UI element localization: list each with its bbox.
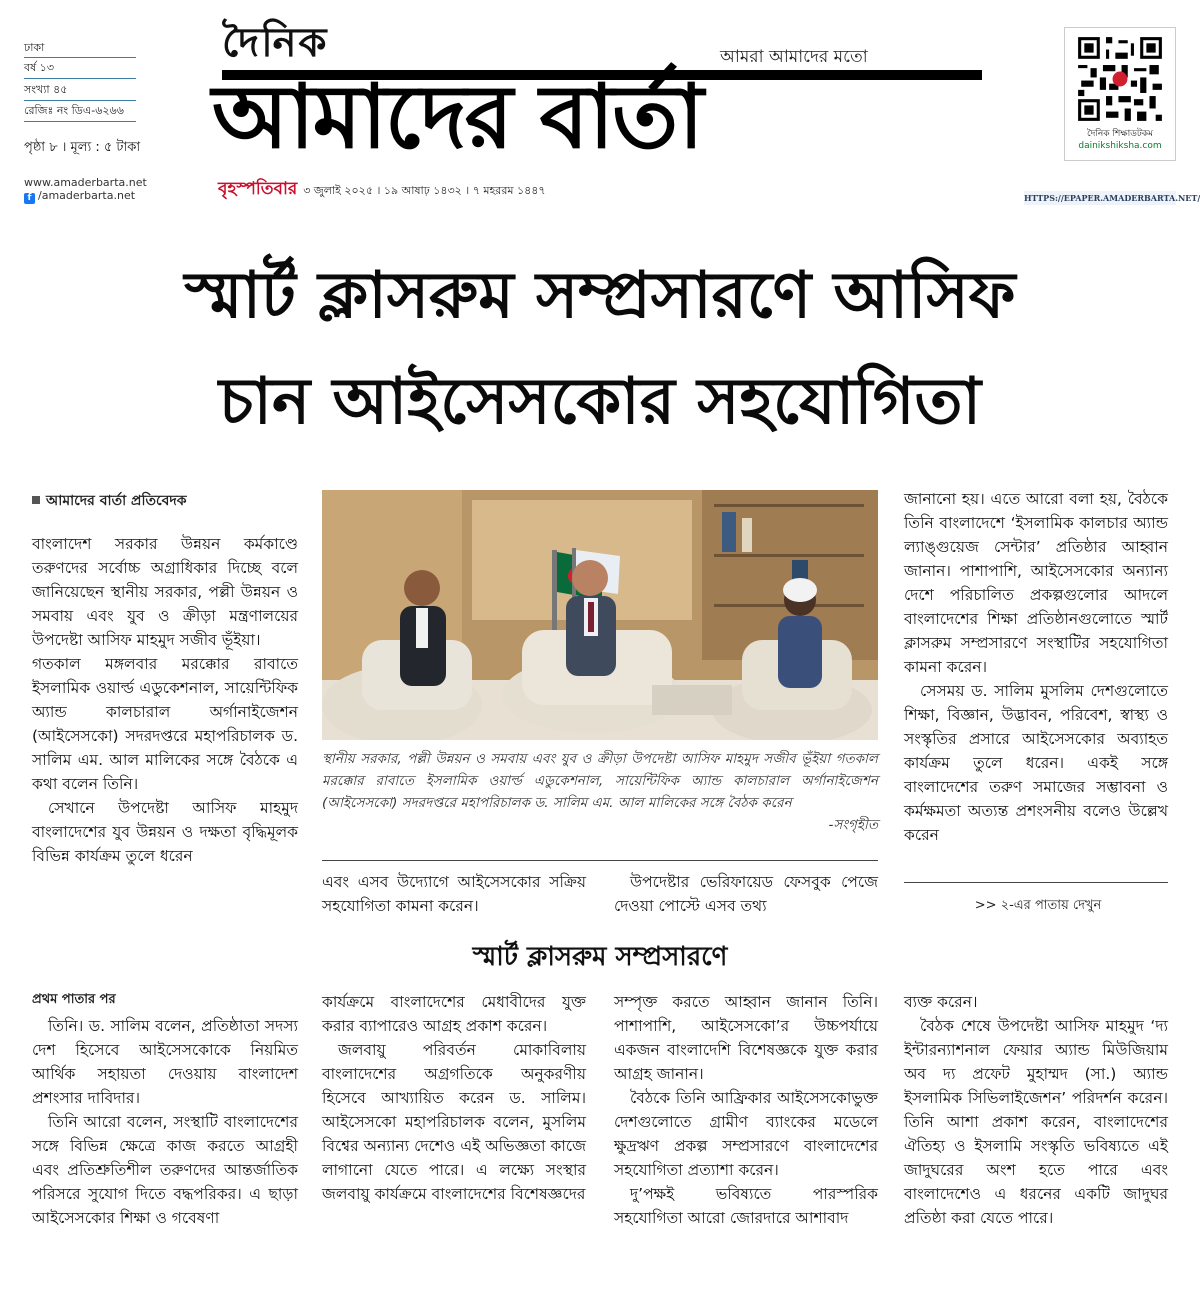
jump-link[interactable]: >> ২-এর পাতায় দেখুন (974, 898, 1102, 913)
byline-text: আমাদের বার্তা প্রতিবেদক (46, 493, 187, 509)
photo-caption-text: স্থানীয় সরকার, পল্লী উন্নয়ন ও সমবায় এবং যুব ও ক্রীড়া উপদেষ্টা আসিফ মাহমুদ সজীব ভূঁইয়া গতকাল মরক্কোর রাবাতে ইসলামিক ওয়ার্ল্ড এডুকেশনাল, সায়েন্টিফিক অ্যান্ড কালচারাল অর্গানাইজেশন (আইসেসকো) সদরদপ্তরে মহাপরিচালক ড. সালিম এম. আল মালিকের সঙ্গে বৈঠক করেন (322, 751, 878, 811)
article-column-4 (904, 487, 1168, 847)
facebook-link[interactable] (24, 189, 135, 204)
masthead-city: ঢাকা (24, 41, 45, 54)
article-paragraph: জলবায়ু পরিবর্তন মোকাবিলায় বাংলাদেশের অগ্রগতিকে অনুকরণীয় হিসেবে আখ্যায়িত করেন ড. সালিম। আইসেসকো মহাপরিচালক বলেন, মুসলিম বিশ্বের অন্যান্য দেশেও এই অভিজ্ঞতা কাজে লাগানো যেতে পারে। এ লক্ষ্যে সংস্থার জলবায়ু কার্যক্রমে বাংলাদেশের বিশেষজ্ঞদের (322, 1041, 586, 1203)
meeting-photo-icon (322, 490, 878, 740)
article-column-3 (614, 870, 878, 918)
article-column-1 (32, 532, 298, 868)
continuation-column-4 (904, 990, 1168, 1230)
article-paragraph: দু’পক্ষই ভবিষ্যতে পারস্পরিক সহযোগিতা আরো জোরদারে আশাবাদ (614, 1185, 878, 1227)
facebook-icon: f (24, 193, 35, 204)
bullet-icon (32, 496, 40, 504)
qr-url: dainikshiksha.com (1078, 141, 1162, 151)
article-paragraph: উপদেষ্টার ভেরিফায়েড ফেসবুক পেজে দেওয়া পোস্টে এসব তথ্য (614, 873, 878, 915)
article-paragraph: গতকাল মঙ্গলবার মরক্কোর রাবাতে ইসলামিক ওয়ার্ল্ড এডুকেশনাল, সায়েন্টিফিক অ্যান্ড কালচারাল অর্গানাইজেশন (আইসেসকো) সদরদপ্তরে মহাপরিচালক ড. সালিম এম. আল মালিকের সঙ্গে বৈঠকে এ কথা বলেন তিনি। (32, 655, 298, 793)
nameplate-small: দৈনিক (222, 20, 329, 66)
divider (24, 57, 136, 58)
continuation-column-2 (322, 990, 586, 1206)
article-column-2 (322, 870, 586, 918)
continuation-column-1 (32, 1014, 298, 1230)
divider (322, 860, 878, 861)
headline-line-2: চান আইসেসকোর সহযোগিতা (218, 365, 982, 439)
photo-caption (322, 748, 878, 836)
nameplate-logo: আমাদের বার্তা (212, 65, 702, 168)
continuation-column-3 (614, 990, 878, 1230)
article-paragraph: সেসময় ড. সালিম মুসলিম দেশগুলোতে শিক্ষা, বিজ্ঞান, উদ্ভাবন, পরিবেশ, স্বাস্থ্য ও সংস্কৃতির প্রসারে আইসেসকোর অব্যাহত কার্যক্রম তুলে ধরেন। একই সঙ্গে বাংলাদেশের তরুণ সমাজের সম্ভাবনা ও কর্মক্ষমতা অত্যন্ত প্রশংসনীয় বলেও উল্লেখ করেন (904, 682, 1168, 844)
masthead-year: বর্ষ ১৩ (24, 61, 54, 74)
article-paragraph: সেখানে উপদেষ্টা আসিফ মাহমুদ বাংলাদেশের যুব উন্নয়ন ও দক্ষতা বৃদ্ধিমূলক বিভিন্ন কার্যক্রম তুলে ধরেন (32, 799, 298, 865)
article-paragraph: বৈঠক শেষে উপদেষ্টা আসিফ মাহমুদ ‘দ্য ইন্টারন্যাশনাল ফেয়ার অ্যান্ড মিউজিয়াম অব দ্য প্রফেট মুহাম্মদ (সা.) অ্যান্ড ইসলামিক সিভিলাইজেশন’ পরিদর্শন করেন। তিনি আশা প্রকাশ করেন, বাংলাদেশের ঐতিহ্য ও ইসলামি সংস্কৃতি ভবিষ্যতে এই জাদুঘরের অংশ হতে পারে এবং বাংলাদেশেও এ ধরনের একটি জাদুঘর প্রতিষ্ঠা করা যেতে পারে। (904, 1017, 1168, 1227)
continuation-label: প্রথম পাতার পর (32, 992, 116, 1007)
headline-line-1: স্মার্ট ক্লাসরুম সম্প্রসারণে আসিফ (184, 259, 1016, 333)
facebook-handle: /amaderbarta.net (38, 189, 136, 202)
article-paragraph: তিনি আরো বলেন, সংস্থাটি বাংলাদেশের সঙ্গে বিভিন্ন ক্ষেত্রে কাজ করতে আগ্রহী এবং প্রতিশ্রুতিশীল তরুণদের আন্তর্জাতিক পরিসরে সুযোগ দিতে বদ্ধপরিকর। এ ছাড়া আইসেসকোর শিক্ষা ও গবেষণা (32, 1113, 298, 1227)
qr-brand: দৈনিক শিক্ষাডটকম (1086, 129, 1154, 139)
masthead-price: পৃষ্ঠা ৮ । মূল্য : ৫ টাকা (24, 140, 141, 155)
dateline-day: বৃহস্পতিবার (218, 179, 298, 199)
slogan: আমরা আমাদের মতো (720, 47, 868, 67)
qr-code-icon (1075, 34, 1165, 124)
article-photo[interactable] (322, 490, 878, 740)
dateline (218, 176, 546, 204)
divider (24, 121, 136, 122)
dateline-dates: ৩ জুলাই ২০২৫ । ১৯ আষাঢ় ১৪৩২ । ৭ মহররম ১৪৪৭ (303, 184, 546, 197)
continuation-heading: স্মার্ট ক্লাসরুম সম্প্রসারণে (472, 942, 728, 972)
article-paragraph: তিনি। ড. সালিম বলেন, প্রতিষ্ঠাতা সদস্য দেশ হিসেবে আইসেসকোকে নিয়মিত আর্থিক সহায়তা দেওয়ায় বাংলাদেশ প্রশংসার দাবিদার। (32, 1017, 298, 1107)
article-paragraph: বাংলাদেশ সরকার উন্নয়ন কর্মকাণ্ডে তরুণদের সর্বোচ্চ অগ্রাধিকার দিচ্ছে বলে জানিয়েছেন স্থানীয় সরকার, পল্লী উন্নয়ন ও সমবায় এবং যুব ও ক্রীড়া মন্ত্রণালয়ের উপদেষ্টা আসিফ মাহমুদ সজীব ভূঁইয়া। (32, 535, 298, 649)
article-paragraph: সম্পৃক্ত করতে আহ্বান জানান তিনি। পাশাপাশি, আইসেসকো’র উচ্চপর্যায়ে একজন বাংলাদেশি বিশেষজ্ঞকে যুক্ত করার আগ্রহ জানান। (614, 993, 878, 1083)
article-paragraph: এবং এসব উদ্যোগে আইসেসকোর সক্রিয় সহযোগিতা কামনা করেন। (322, 873, 586, 915)
divider (24, 100, 136, 101)
article-paragraph: জানানো হয়। এতে আরো বলা হয়, বৈঠকে তিনি বাংলাদেশে ‘ইসলামিক কালচার অ্যান্ড ল্যাঙ্গুয়েজ সেন্টার’ প্রতিষ্ঠার আহ্বান জানান। পাশাপাশি, আইসেসকোর অন্যান্য দেশে পরিচালিত প্রকল্পগুলোর আদলে বাংলাদেশের শিক্ষা প্রতিষ্ঠানগুলোতে স্মার্ট ক্লাসরুম সম্প্রসারণে সংস্থাটির সহযোগিতা কামনা করেন। (904, 490, 1168, 676)
article-paragraph: ব্যক্ত করেন। (904, 993, 978, 1011)
divider (24, 78, 136, 79)
byline (32, 489, 187, 513)
article-paragraph: কার্যক্রমে বাংলাদেশের মেধাবীদের যুক্ত করার ব্যাপারেও আগ্রহ প্রকাশ করেন। (322, 993, 586, 1035)
article-paragraph: বৈঠকে তিনি আফ্রিকার আইসেসকোভুক্ত দেশগুলোতে গ্রামীণ ব্যাংকের মডেলে ক্ষুদ্রঋণ প্রকল্প সম্প্রসারণে বাংলাদেশের সহযোগিতা প্রত্যাশা করেন। (614, 1089, 878, 1179)
website-link[interactable]: www.amaderbarta.net (24, 176, 147, 189)
masthead-issue: সংখ্যা ৪৫ (24, 83, 68, 96)
qr-box[interactable] (1064, 27, 1176, 161)
masthead-reg: রেজিঃ নং ডিএ-৬২৬৬ (24, 104, 124, 117)
photo-credit: -সংগৃহীত (828, 817, 878, 833)
epaper-link[interactable]: HTTPS://EPAPER.AMADERBARTA.NET/ (1024, 193, 1200, 203)
divider (904, 882, 1168, 883)
